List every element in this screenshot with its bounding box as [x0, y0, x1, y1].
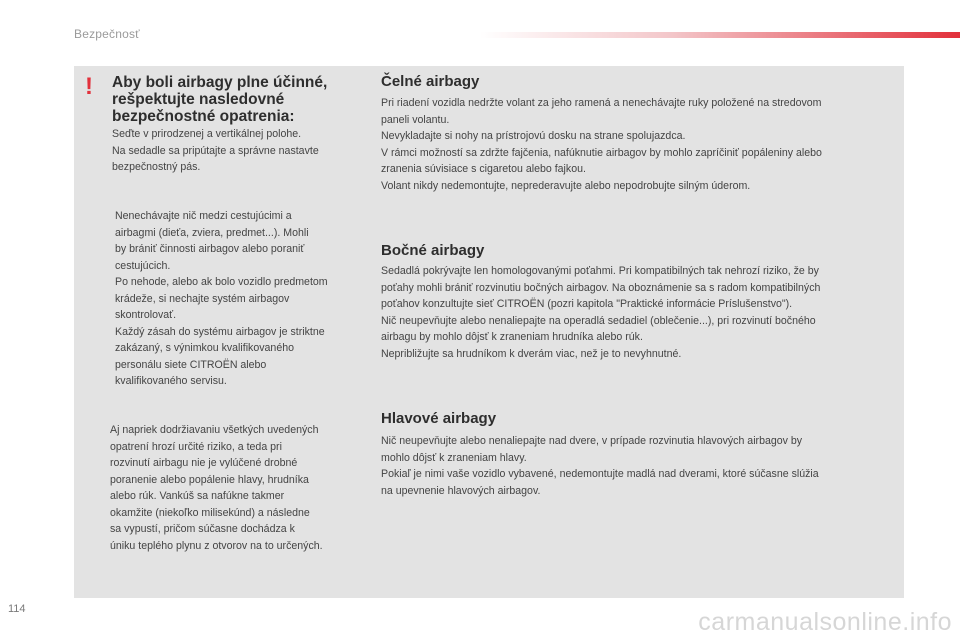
warning-column [112, 74, 367, 125]
warning-title: Aby boli airbagy plne účinné, rešpektujte nasledovné bezpečnostné opatrenia: [112, 74, 328, 125]
front-airbags-text: Pri riadení vozidla nedržte volant za jeho ramená a nenechávajte ruky položené na stredovom paneli volantu. Nevykladajte si nohy na prístrojovú dosku na strane spolujazdca. V rámci možností sa zdržte fajčenia, nafúknutie airbagov by mohlo zapríčiniť popáleniny alebo zranenia súvisiace s cigaretou alebo fajkou. Volant nikdy nedemontujte, neprederavujte alebo nepodrobujte silným úderom. [381, 97, 822, 192]
page-number: 114 [8, 603, 26, 615]
warning-paragraph-posture: Seďte v prirodzenej a vertikálnej polohe. Na sedadle sa pripútajte a správne nastavte bezpečnostný pás. [112, 128, 319, 173]
exclamation-icon: ! [85, 73, 93, 100]
header-accent-bar [480, 32, 960, 38]
warning-paragraph-risk: Aj napriek dodržiavaniu všetkých uvedených opatrení hrozí určité riziko, a teda pri rozvinutí airbagu nie je vylúčené drobné poranenie alebo popálenie hlavy, hrudníka alebo rúk. Vankúš sa nafúkne takmer okamžite (niekoľko milisekúnd) a následne sa vypustí, pričom súčasne dochádza k úniku teplého plynu z otvorov na to určených. [110, 424, 323, 552]
side-airbags-heading: Bočné airbagy [381, 242, 485, 259]
warning-paragraph-obstacles: Nenechávajte nič medzi cestujúcimi a airbagmi (dieťa, zviera, predmet...). Mohli by brániť činnosti airbagov alebo poraniť cestujúcich. Po nehode, alebo ak bolo vozidlo predmetom krádeže, si nechajte systém airbagov skontrolovať. Každý zásah do systému airbagov je striktne zakázaný, s výnimkou kvalifikovaného personálu siete CITROËN alebo kvalifikovaného servisu. [115, 210, 328, 387]
header-title: Bezpečnosť [74, 27, 140, 41]
watermark-text: carmanualsonline.info [698, 608, 952, 636]
side-airbags-text: Sedadlá pokrývajte len homologovanými poťahmi. Pri kompatibilných tak nehrozí riziko, že by poťahy mohli brániť rozvinutiu bočných airbagov. Na oboznámenie sa s radom kompatibilných poťahov konzultujte sieť CITROËN (pozri kapitola "Praktické informácie Príslušenstvo"). Nič neupevňujte alebo nenaliepajte na operadlá sedadiel (oblečenie...), pri rozvinutí bočného airbagu by mohlo dôjsť k zraneniam hrudníka alebo rúk. Nepribližujte sa hrudníkom k dverám viac, než je to nevyhnutné. [381, 265, 821, 360]
head-airbags-heading: Hlavové airbagy [381, 410, 497, 427]
head-airbags-text: Nič neupevňujte alebo nenaliepajte nad dvere, v prípade rozvinutia hlavových airbagov by mohlo dôjsť k zraneniam hlavy. Pokiaľ je nimi vaše vozidlo vybavené, nedemontujte madlá nad dverami, ktoré súčasne slúžia na upevnenie hlavových airbagov. [381, 435, 819, 497]
front-airbags-heading: Čelné airbagy [381, 73, 480, 90]
